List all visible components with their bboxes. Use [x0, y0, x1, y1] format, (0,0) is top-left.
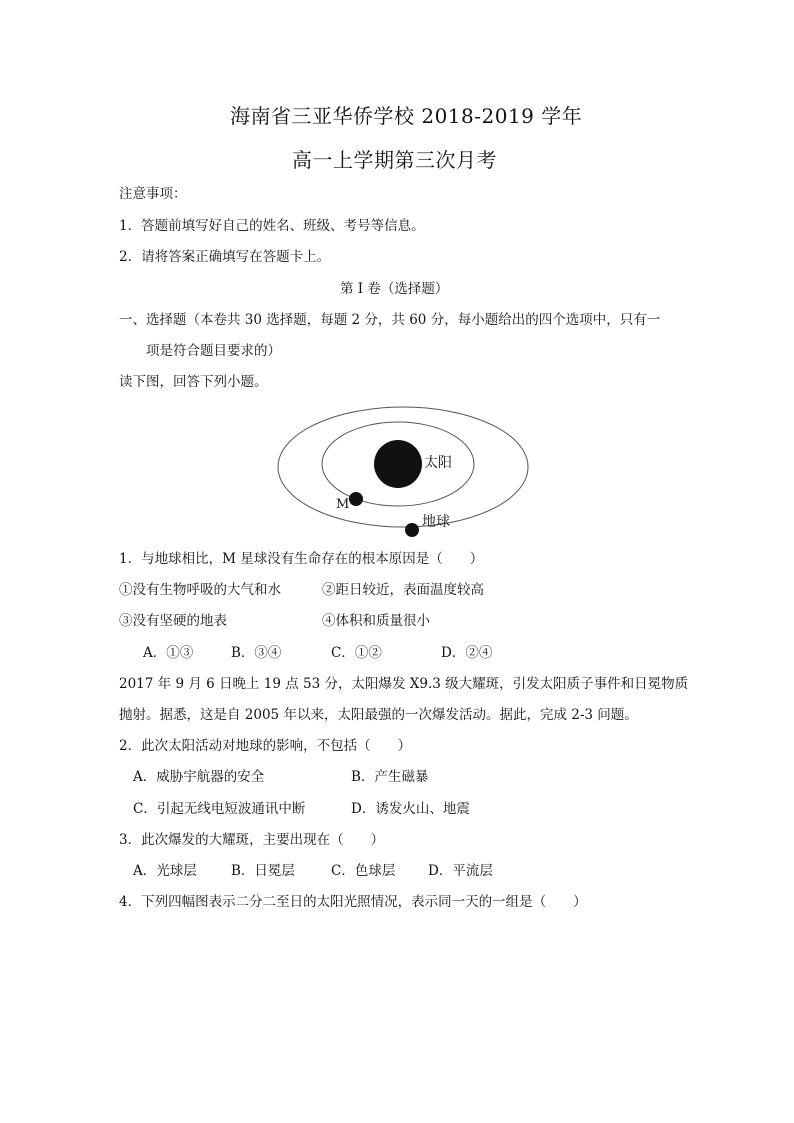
earth-label: 地球 [422, 514, 450, 530]
q1-option-b: B．③④ [231, 645, 282, 661]
sun-body [374, 440, 422, 488]
q1-option-a: A．①③ [143, 645, 194, 661]
page-title-line2: 高一上学期第三次月考 [292, 148, 497, 172]
q1-statement-2: ②距日较近，表面温度较高 [322, 582, 484, 598]
q3-option-a: A．光球层 [133, 863, 197, 879]
page-title-line1: 海南省三亚华侨学校 2018-2019 学年 [230, 104, 583, 128]
q3-option-d: D．平流层 [428, 863, 493, 879]
q1-statement-4: ④体积和质量很小 [322, 613, 430, 629]
passage-line2: 抛射。据悉，这是自 2005 年以来，太阳最强的一次爆发活动。据此，完成 2-3 问题。 [119, 707, 638, 723]
q1-option-d: D．②④ [441, 645, 493, 661]
earth-planet [405, 523, 419, 537]
q3-option-c: C．色球层 [331, 863, 396, 879]
note-item-1: 1．答题前填写好自己的姓名、班级、考号等信息。 [119, 218, 425, 234]
question-1-stem: 1．与地球相比，M 星球没有生命存在的根本原因是（ ） [119, 551, 484, 567]
q1-statement-3: ③没有坚硬的地表 [119, 613, 227, 629]
section-instruction-line2: 项是符合题目要求的） [146, 343, 281, 359]
notes-heading: 注意事项： [119, 186, 187, 202]
note-item-2: 2．请将答案正确填写在答题卡上。 [119, 249, 331, 265]
q3-option-b: B．日冕层 [231, 863, 295, 879]
q2-option-a: A．威胁宇航器的安全 [133, 769, 265, 785]
section-title: 第 I 卷（选择题） [340, 281, 449, 297]
q1-statement-1: ①没有生物呼吸的大气和水 [119, 582, 281, 598]
q2-option-b: B．产生磁暴 [351, 769, 429, 785]
orbit-diagram [268, 400, 538, 540]
question-2-stem: 2．此次太阳活动对地球的影响，不包括（ ） [119, 738, 412, 754]
q1-option-c: C．①② [331, 645, 382, 661]
question-3-stem: 3．此次爆发的大耀斑，主要出现在（ ） [119, 832, 385, 848]
m-planet [349, 492, 363, 506]
passage-line1: 2017 年 9 月 6 日晚上 19 点 53 分，太阳爆发 X9.3 级大耀斑，引发太阳质子事件和日冕物质 [119, 676, 689, 692]
section-instruction-line1: 一、选择题（本卷共 30 选择题，每题 2 分，共 60 分，每小题给出的四个选项中，只有一 [119, 312, 661, 328]
question-4-stem: 4．下列四幅图表示二分二至日的太阳光照情况，表示同一天的一组是（ ） [119, 894, 587, 910]
read-prompt: 读下图，回答下列小题。 [119, 374, 268, 390]
solar-orbit-figure [268, 400, 538, 540]
sun-label: 太阳 [424, 455, 452, 471]
q2-option-c: C．引起无线电短波通讯中断 [133, 801, 306, 817]
m-label: M [336, 497, 350, 512]
q2-option-d: D．诱发火山、地震 [351, 801, 470, 817]
